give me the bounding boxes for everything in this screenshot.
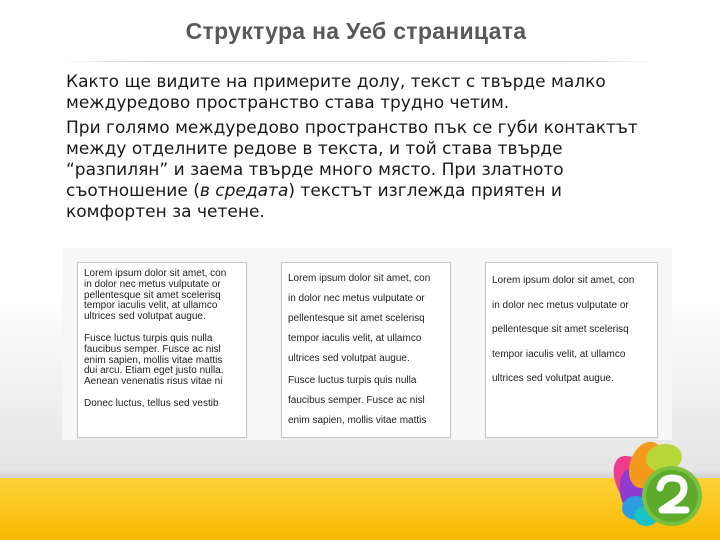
loose-line: tempor iaculis velit, at ullamco — [492, 348, 626, 360]
tight-line: Lorem ipsum dolor sit amet, con — [84, 268, 227, 279]
golden-line: tempor iaculis velit, at ullamco — [288, 333, 422, 344]
tight-paragraph-a — [84, 269, 240, 323]
tight-line: tempor iaculis velit, at ullamco — [84, 300, 218, 312]
tight-line: faucibus semper. Fusce ac nisl — [84, 343, 221, 355]
tight-line: Fusce luctus turpis quis nulla — [84, 332, 213, 344]
loose-line: in dolor nec metus vulputate or — [492, 299, 629, 311]
tight-line: pellentesque sit amet scelerisq — [84, 289, 221, 301]
loose-line: ultrices sed volutpat augue. — [492, 373, 614, 384]
golden-line: pellentesque sit amet scelerisq — [288, 313, 425, 324]
golden-line: Fusce luctus turpis quis nulla — [288, 375, 417, 386]
golden-line: ultrices sed volutpat augue. — [288, 353, 410, 364]
body-text — [66, 72, 666, 227]
example-golden-leading — [281, 262, 451, 438]
golden-line: faucibus semper. Fusce ac nisl — [288, 395, 425, 406]
colorful-petal-logo-icon — [606, 430, 706, 530]
paragraph-2-part-1: При голямо междуредово пространство пък се губи контактът между отделните редове в текста, и той става твърде “разпилян” и заема твърде много място. При златното съотношение ( — [66, 118, 638, 201]
tight-line: dui arcu. Etiam eget justo nulla. — [84, 365, 224, 377]
paragraph-2-italic: в средата — [199, 181, 289, 201]
loose-paragraph-a — [492, 269, 651, 392]
tight-line: enim sapien, mollis vitae mattis — [84, 354, 223, 366]
tight-line: Donec luctus, tellus sed vestib — [84, 397, 219, 409]
tight-line: ultrices sed volutpat augue. — [84, 311, 206, 323]
tight-line: Aenean venenatis risus vitae ni — [84, 376, 223, 388]
paragraph-2-part-2: ) текстът изглежда приятен и комфортен за четене. — [66, 181, 562, 222]
golden-line: in dolor nec metus vulputate or — [288, 293, 425, 304]
tight-paragraph-c — [84, 399, 240, 410]
title-divider — [58, 61, 658, 62]
example-loose-leading — [485, 262, 658, 438]
loose-line: Lorem ipsum dolor sit amet, con — [492, 275, 635, 286]
paragraph-1: Както ще видите на примерите долу, текст с твърде малко междуредово пространство става трудно четим. — [66, 72, 606, 113]
golden-line: Lorem ipsum dolor sit amet, con — [288, 273, 431, 284]
golden-paragraph-b — [288, 371, 444, 431]
paragraph-2 — [66, 118, 666, 223]
golden-line: enim sapien, mollis vitae mattis — [288, 415, 427, 426]
tight-paragraph-b — [84, 334, 240, 388]
golden-paragraph-a — [288, 269, 444, 369]
example-tight-leading — [77, 262, 247, 438]
loose-line: pellentesque sit amet scelerisq — [492, 324, 629, 335]
slide-title: Структура на Уеб страницата — [185, 18, 527, 44]
tight-line: in dolor nec metus vulputate or — [84, 278, 221, 290]
